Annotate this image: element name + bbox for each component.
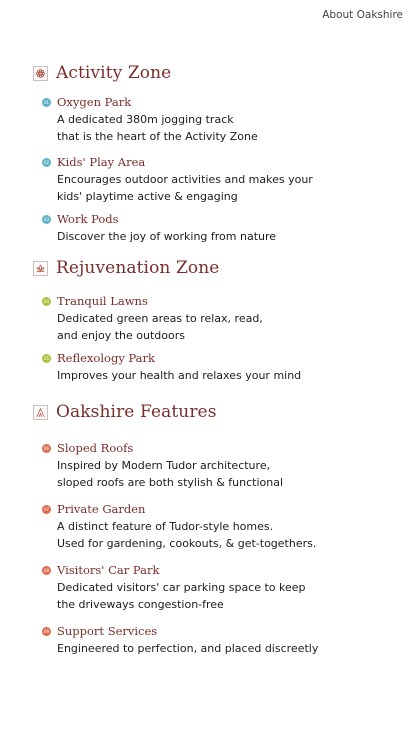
about-oakshire-link[interactable]: About Oakshire: [322, 9, 403, 21]
number-badge: 01: [43, 99, 50, 105]
item-title: Work Pods: [57, 212, 119, 226]
list-item: [42, 501, 402, 552]
section-activity-zone: [33, 61, 403, 85]
list-item: [42, 293, 402, 344]
flower-icon: [33, 66, 48, 81]
section-header: [33, 256, 403, 280]
item-description: Inspired by Modern Tudor architecture, sloped roofs are both stylish & functional: [57, 459, 284, 489]
section-header: [33, 400, 403, 424]
number-badge: 04: [43, 298, 50, 304]
list-item: [42, 211, 402, 246]
list-item: [42, 350, 402, 385]
list-item: [42, 94, 402, 145]
item-title: Oxygen Park: [57, 95, 132, 109]
item-description: A distinct feature of Tudor-style homes. Used for gardening, cookouts, & get-togethers.: [57, 520, 317, 550]
lotus-icon: [33, 261, 48, 276]
list-item: [42, 562, 402, 613]
item-description: Dedicated visitors' car parking space to keep the driveways congestion-free: [57, 581, 306, 611]
item-title: Sloped Roofs: [57, 441, 134, 455]
item-title: Reflexology Park: [57, 351, 156, 365]
item-title: Tranquil Lawns: [57, 294, 148, 308]
roof-icon: [33, 405, 48, 420]
item-description: Discover the joy of working from nature: [57, 230, 277, 243]
number-badge: 02: [43, 159, 50, 165]
item-title: Kids' Play Area: [57, 155, 146, 169]
list-item: [42, 154, 402, 205]
section-title: Rejuvenation Zone: [56, 258, 220, 278]
list-item: [42, 440, 402, 491]
number-badge: 06: [43, 445, 50, 451]
section-oakshire-features: [33, 400, 403, 424]
number-badge: 03: [43, 216, 50, 222]
number-badge: 05: [43, 355, 50, 361]
item-title: Visitors' Car Park: [57, 563, 160, 577]
number-badge: 08: [43, 567, 50, 573]
item-title: Private Garden: [57, 502, 146, 516]
item-description: Engineered to perfection, and placed discreetly: [57, 642, 319, 655]
item-description: Encourages outdoor activities and makes your kids' playtime active & engaging: [57, 173, 313, 203]
item-description: Improves your health and relaxes your mind: [57, 369, 302, 382]
list-item: [42, 623, 402, 658]
item-title: Support Services: [57, 624, 158, 638]
item-description: A dedicated 380m jogging track that is the heart of the Activity Zone: [57, 113, 258, 143]
item-description: Dedicated green areas to relax, read, and enjoy the outdoors: [57, 312, 263, 342]
section-rejuvenation-zone: [33, 256, 403, 280]
section-title: Oakshire Features: [56, 402, 217, 422]
section-header: [33, 61, 403, 85]
number-badge: 07: [43, 506, 50, 512]
number-badge: 09: [43, 628, 50, 634]
section-title: Activity Zone: [56, 63, 172, 83]
